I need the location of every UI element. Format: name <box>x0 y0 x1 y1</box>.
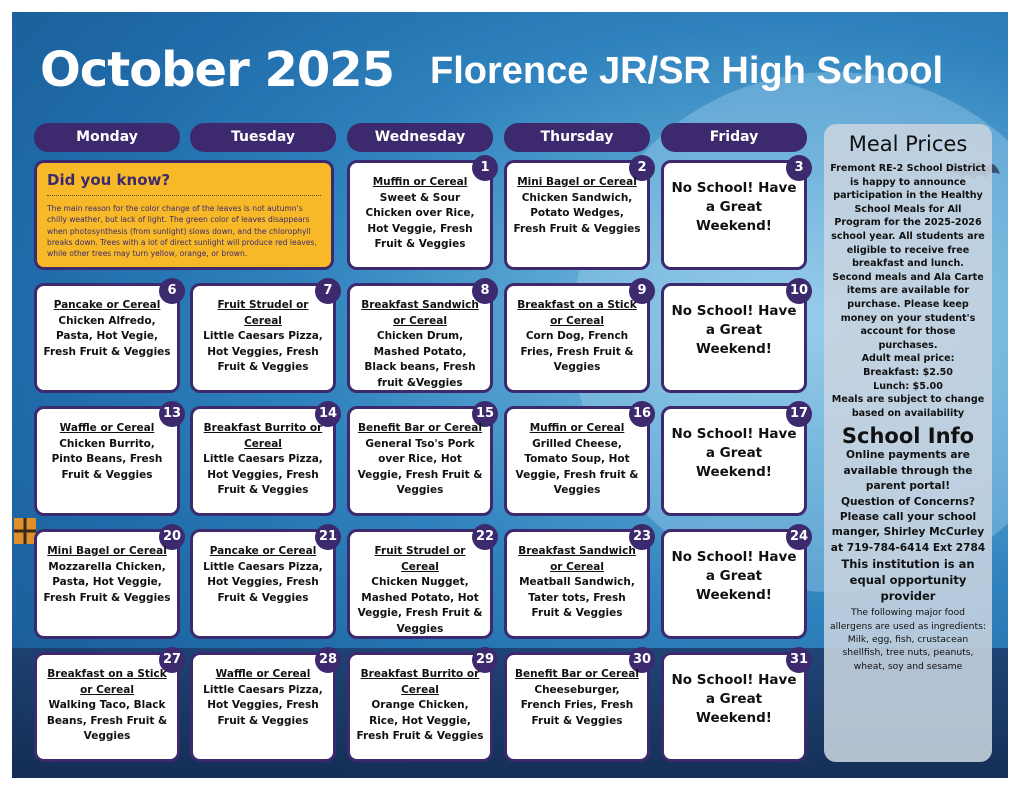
no-school-text: No School! Have a Great Weekend! <box>671 672 797 726</box>
date-number-badge: 22 <box>472 524 498 550</box>
day-cell <box>347 529 493 639</box>
lunch-item: Chicken Drum, Mashed Potato, Black beans, Fresh fruit &Veggies <box>364 330 476 389</box>
date-number-badge: 9 <box>629 278 655 304</box>
breakfast-item: Mini Bagel or Cereal <box>47 545 167 557</box>
school-info-title: School Info <box>841 424 975 449</box>
date-number-badge: 24 <box>786 524 812 550</box>
breakfast-item: Breakfast Burrito or Cereal <box>203 422 323 450</box>
menu-content <box>356 175 484 253</box>
day-cell <box>347 652 493 762</box>
online-payments-text: Online payments are available through the parent portal! <box>843 449 973 493</box>
adult-breakfast-price: Breakfast: $2.50 <box>863 366 953 378</box>
did-you-know-text: The main reason for the color change of the leaves is not autumn's chilly weather, but lack of light. The green color of leaves disappears when photosynthesis (from sunlight) slows down, and the chlorophyll breaks down. Trees with a lot of direct sunlight will produce red leaves, while other trees may turn yellow, orange, or brown. <box>47 204 317 259</box>
day-cell <box>661 529 807 639</box>
menu-content <box>356 544 484 637</box>
contact-text: Question of Concerns? Please call your school manger, Shirley McCurley at 719-784-6414 Ext 2784 <box>830 495 986 554</box>
lunch-item: Little Caesars Pizza, Hot Veggies, Fresh Fruit & Veggies <box>203 330 323 373</box>
date-number-badge: 15 <box>472 401 498 427</box>
equal-opportunity-text: This institution is an equal opportunity provider <box>841 557 975 604</box>
adult-price-label: Adult meal price: <box>861 353 955 365</box>
menu-content <box>199 544 327 606</box>
meal-program-text: Fremont RE-2 School District is happy to announce participation in the Healthy School Meals for All Program for the 2025-2026 school year. All students are eligible to receive free breakfast and lunch. <box>830 163 986 270</box>
lunch-item: Meatball Sandwich, Tater tots, Fresh Fruit & Veggies <box>519 576 635 619</box>
day-cell <box>504 529 650 639</box>
day-cell <box>504 652 650 762</box>
date-number-badge: 3 <box>786 155 812 181</box>
did-you-know-title: Did you know? <box>47 171 171 189</box>
menu-content <box>513 421 641 499</box>
day-cell <box>661 283 807 393</box>
no-school-text: No School! Have a Great Weekend! <box>671 549 797 603</box>
day-cell <box>34 529 180 639</box>
day-cell <box>504 283 650 393</box>
day-cell <box>190 529 336 639</box>
adult-lunch-price: Lunch: $5.00 <box>873 380 943 392</box>
calendar-poster <box>12 12 1008 778</box>
date-number-badge: 1 <box>472 155 498 181</box>
date-number-badge: 6 <box>159 278 185 304</box>
menu-content <box>513 298 641 376</box>
day-header-friday: Friday <box>661 123 807 152</box>
menu-content <box>199 298 327 376</box>
date-number-badge: 28 <box>315 647 341 673</box>
lunch-item: Grilled Cheese, Tomato Soup, Hot Veggie, Fresh fruit & Veggies <box>515 437 639 496</box>
lunch-item: Chicken Sandwich, Potato Wedges, Fresh Fruit & Veggies <box>513 191 641 235</box>
lunch-item: Chicken Alfredo, Pasta, Hot Vegie, Fresh Fruit & Veggies <box>43 314 171 358</box>
menu-content <box>356 421 484 499</box>
day-header-tuesday: Tuesday <box>190 123 336 152</box>
day-cell <box>661 652 807 762</box>
menu-content <box>43 544 171 606</box>
did-you-know-box <box>34 160 334 270</box>
second-meals-text: Second meals and Ala Carte items are available for purchase. Please keep money on your student's account for those purchases. <box>832 271 984 351</box>
lunch-item: Chicken Burrito, Pinto Beans, Fresh Fruit & Veggies <box>51 437 163 481</box>
breakfast-item: Breakfast on a Stick or Cereal <box>517 299 637 327</box>
date-number-badge: 2 <box>629 155 655 181</box>
day-cell <box>504 406 650 516</box>
lunch-item: Little Caesars Pizza, Hot Veggies, Fresh Fruit & Veggies <box>203 560 323 604</box>
breakfast-item: Breakfast Sandwich or Cereal <box>518 545 636 573</box>
breakfast-item: Breakfast Burrito or Cereal <box>360 668 480 696</box>
meal-prices-title: Meal Prices <box>848 132 968 156</box>
menu-content <box>513 667 641 729</box>
day-cell <box>34 283 180 393</box>
day-header-monday: Monday <box>34 123 180 152</box>
breakfast-item: Mini Bagel or Cereal <box>517 176 637 188</box>
lunch-item: Orange Chicken, Rice, Hot Veggie, Fresh Fruit & Veggies <box>356 699 484 742</box>
date-number-badge: 10 <box>786 278 812 304</box>
month-title: October 2025 <box>40 42 395 98</box>
day-cell <box>190 406 336 516</box>
no-school-text: No School! Have a Great Weekend! <box>671 303 797 357</box>
day-cell <box>190 283 336 393</box>
breakfast-item: Fruit Strudel or Cereal <box>374 545 466 573</box>
day-cell <box>347 160 493 270</box>
day-cell <box>34 406 180 516</box>
day-cell <box>661 406 807 516</box>
date-number-badge: 27 <box>159 647 185 673</box>
breakfast-item: Benefit Bar or Cereal <box>358 422 482 434</box>
lunch-item: Mozzarella Chicken, Pasta, Hot Veggie, Fresh Fruit & Veggies <box>43 560 171 604</box>
day-cell <box>190 652 336 762</box>
lunch-item: Cheeseburger, French Fries, Fresh Fruit & Veggies <box>520 683 634 727</box>
date-number-badge: 16 <box>629 401 655 427</box>
breakfast-item: Fruit Strudel or Cereal <box>217 299 309 327</box>
lunch-item: General Tso's Pork over Rice, Hot Veggie, Fresh Fruit & Veggies <box>357 437 483 496</box>
menu-content <box>356 298 484 391</box>
day-cell <box>347 283 493 393</box>
allergens-text: The following major food allergens are used as ingredients: Milk, egg, fish, crustacean shellfish, tree nuts, peanuts, wheat, soy and sesame <box>830 607 986 672</box>
date-number-badge: 13 <box>159 401 185 427</box>
lunch-item: Corn Dog, French Fries, Fresh Fruit & Veggies <box>520 330 634 373</box>
lunch-item: Little Caesars Pizza, Hot Veggies, Fresh Fruit & Veggies <box>203 453 323 496</box>
no-school-text: No School! Have a Great Weekend! <box>671 426 797 480</box>
lunch-item: Sweet & Sour Chicken over Rice, Hot Veggie, Fresh Fruit & Veggies <box>365 191 475 250</box>
day-cell <box>661 160 807 270</box>
lunch-item: Little Caesars Pizza, Hot Veggies, Fresh Fruit & Veggies <box>203 683 323 727</box>
lunch-item: Walking Taco, Black Beans, Fresh Fruit & Veggies <box>46 699 168 742</box>
breakfast-item: Muffin or Cereal <box>529 422 625 434</box>
menu-content <box>513 175 641 237</box>
breakfast-item: Waffle or Cereal <box>59 422 155 434</box>
date-number-badge: 23 <box>629 524 655 550</box>
menu-content <box>43 298 171 360</box>
breakfast-item: Breakfast on a Stick or Cereal <box>47 668 167 696</box>
menu-content <box>43 421 171 483</box>
date-number-badge: 14 <box>315 401 341 427</box>
breakfast-item: Pancake or Cereal <box>53 299 161 311</box>
breakfast-item: Benefit Bar or Cereal <box>515 668 639 680</box>
day-cell <box>504 160 650 270</box>
menu-content <box>199 667 327 729</box>
menu-content <box>356 667 484 745</box>
day-header-thursday: Thursday <box>504 123 650 152</box>
date-number-badge: 8 <box>472 278 498 304</box>
no-school-text: No School! Have a Great Weekend! <box>671 180 797 234</box>
breakfast-item: Breakfast Sandwich or Cereal <box>361 299 479 327</box>
date-number-badge: 29 <box>472 647 498 673</box>
date-number-badge: 30 <box>629 647 655 673</box>
menu-content <box>513 544 641 622</box>
breakfast-item: Muffin or Cereal <box>372 176 468 188</box>
menu-content <box>199 421 327 499</box>
lunch-item: Chicken Nugget, Mashed Potato, Hot Veggie, Fresh Fruit & Veggies <box>357 576 483 635</box>
day-cell <box>347 406 493 516</box>
date-number-badge: 31 <box>786 647 812 673</box>
meals-subject-note: Meals are subject to change based on availability <box>831 394 985 419</box>
breakfast-item: Pancake or Cereal <box>209 545 317 557</box>
school-title: Florence JR/SR High School <box>430 50 944 92</box>
date-number-badge: 7 <box>315 278 341 304</box>
day-cell <box>34 652 180 762</box>
date-number-badge: 21 <box>315 524 341 550</box>
date-number-badge: 20 <box>159 524 185 550</box>
date-number-badge: 17 <box>786 401 812 427</box>
day-header-wednesday: Wednesday <box>347 123 493 152</box>
breakfast-item: Waffle or Cereal <box>215 668 311 680</box>
divider <box>47 195 321 196</box>
menu-content <box>43 667 171 745</box>
info-sidebar <box>824 124 992 762</box>
